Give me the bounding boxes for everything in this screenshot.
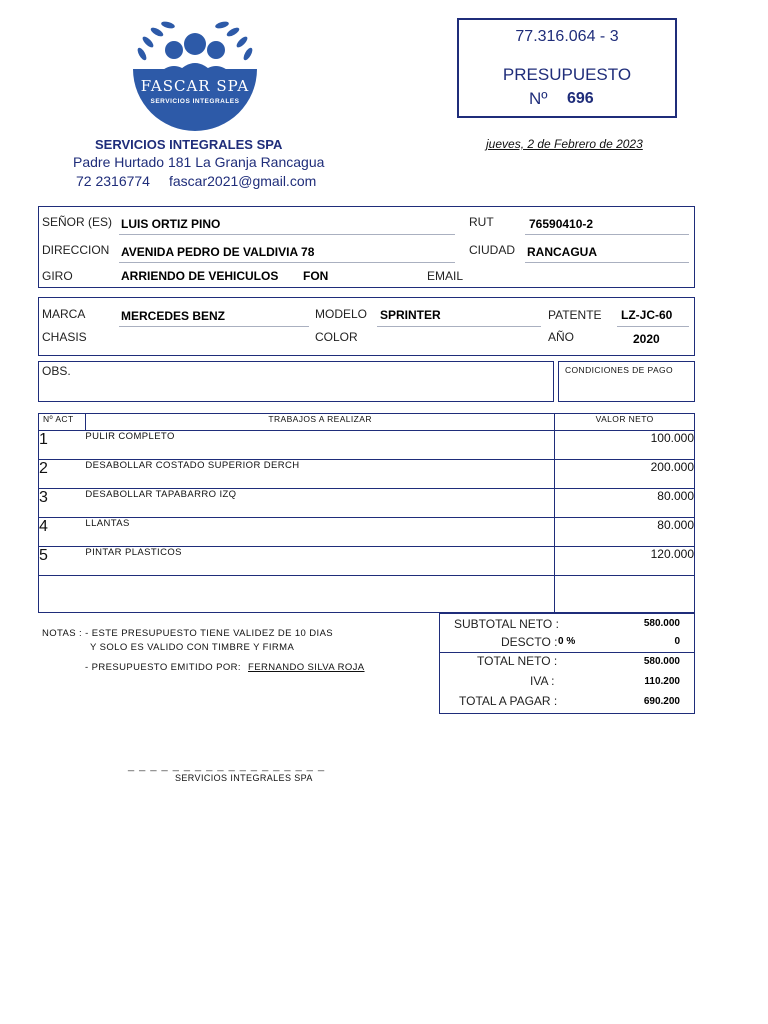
col-valor-header: VALOR NETO — [555, 414, 695, 431]
chasis-label: CHASIS — [42, 330, 87, 344]
iva-label: IVA : — [530, 674, 555, 688]
ciudad-value: RANCAGUA — [527, 245, 597, 259]
direccion-value: AVENIDA PEDRO DE VALDIVIA 78 — [121, 245, 315, 259]
company-phone: 72 2316774 — [76, 173, 150, 189]
col-act-header: Nº ACT — [39, 414, 86, 431]
table-row — [39, 518, 695, 547]
totals-box — [439, 613, 695, 714]
table-row — [39, 547, 695, 576]
condiciones-box — [558, 361, 695, 402]
company-name: SERVICIOS INTEGRALES SPA — [95, 137, 283, 152]
document-date: jueves, 2 de Febrero de 2023 — [486, 137, 643, 151]
document-number: 696 — [567, 90, 594, 107]
giro-label: GIRO — [42, 269, 73, 283]
ciudad-label: CIUDAD — [469, 243, 516, 257]
notes-line-2: Y SOLO ES VALIDO CON TIMBRE Y FIRMA — [90, 642, 295, 653]
document-header-box — [457, 18, 677, 118]
modelo-value: SPRINTER — [380, 308, 441, 322]
senor-value: LUIS ORTIZ PINO — [121, 217, 221, 231]
direccion-label: DIRECCION — [42, 243, 110, 257]
document-type: PRESUPUESTO — [502, 65, 632, 84]
row-description: PINTAR PLASTICOS — [85, 547, 554, 576]
total-label: TOTAL A PAGAR : — [459, 694, 558, 708]
row-value: 80.000 — [555, 518, 695, 547]
total-neto-label: TOTAL NETO : — [477, 654, 558, 668]
rut-value: 76590410-2 — [529, 217, 594, 231]
table-row — [39, 431, 695, 460]
senor-label: SEÑOR (ES) — [42, 215, 113, 229]
row-number: 4 — [39, 518, 86, 547]
rut-label: RUT — [469, 215, 494, 229]
row-number: 3 — [39, 489, 86, 518]
obs-box — [38, 361, 554, 402]
table-row — [39, 460, 695, 489]
col-desc-header: TRABAJOS A REALIZAR — [85, 414, 554, 431]
anio-label: AÑO — [548, 330, 575, 344]
fon-label: FON — [303, 269, 329, 283]
notes-line-3: - PRESUPUESTO EMITIDO POR: — [85, 662, 241, 673]
row-number: 1 — [39, 431, 86, 460]
company-rut: 77.316.064 - 3 — [515, 28, 619, 45]
giro-value: ARRIENDO DE VEHICULOS — [121, 269, 279, 283]
work-table-header — [39, 414, 695, 431]
descto-pct: 0 % — [558, 636, 576, 647]
row-value: 200.000 — [555, 460, 695, 489]
company-email: fascar2021@gmail.com — [169, 173, 317, 189]
work-table — [38, 413, 695, 613]
row-description: LLANTAS — [85, 518, 554, 547]
row-description: DESABOLLAR COSTADO SUPERIOR DERCH — [85, 460, 554, 489]
row-value: 80.000 — [555, 489, 695, 518]
subtotal-label: SUBTOTAL NETO : — [454, 617, 559, 631]
client-box — [38, 206, 695, 288]
color-label: COLOR — [315, 330, 358, 344]
company-logo — [128, 14, 262, 138]
email-label: EMAIL — [427, 269, 464, 283]
notes-line-1: NOTAS : - ESTE PRESUPUESTO TIENE VALIDEZ DE 10 DIAS — [42, 628, 334, 639]
company-address: Padre Hurtado 181 La Granja Rancagua — [73, 154, 325, 170]
logo-emblem-icon — [128, 14, 262, 138]
row-number: 5 — [39, 547, 86, 576]
condiciones-label: CONDICIONES DE PAGO — [565, 365, 674, 375]
subtotal-value: 580.000 — [643, 618, 680, 629]
descto-value: 0 — [674, 636, 680, 647]
marca-label: MARCA — [42, 307, 86, 321]
marca-value: MERCEDES BENZ — [121, 309, 226, 323]
signature-line: _ _ _ _ _ _ _ _ _ _ _ _ _ _ _ _ _ _ — [128, 760, 326, 772]
anio-value: 2020 — [633, 332, 660, 346]
patente-label: PATENTE — [548, 308, 602, 322]
table-row — [39, 489, 695, 518]
signature-label: SERVICIOS INTEGRALES SPA — [175, 773, 313, 783]
obs-label: OBS. — [42, 364, 71, 378]
row-description: PULIR COMPLETO — [85, 431, 554, 460]
row-value: 100.000 — [555, 431, 695, 460]
patente-value: LZ-JC-60 — [621, 308, 673, 322]
iva-value: 110.200 — [644, 676, 680, 687]
modelo-label: MODELO — [315, 307, 368, 321]
row-number: 2 — [39, 460, 86, 489]
total-value: 690.200 — [643, 696, 680, 707]
number-label: Nº — [529, 89, 548, 108]
logo-subtitle: SERVICIOS INTEGRALES — [150, 98, 240, 105]
row-description: DESABOLLAR TAPABARRO IZQ — [85, 489, 554, 518]
total-neto-value: 580.000 — [643, 656, 680, 667]
table-row-empty — [39, 576, 695, 613]
logo-name: FASCAR SPA — [140, 77, 250, 95]
vehicle-box — [38, 297, 695, 356]
descto-label: DESCTO : — [501, 635, 558, 649]
notes-issuer: FERNANDO SILVA ROJA — [248, 662, 365, 673]
row-value: 120.000 — [555, 547, 695, 576]
